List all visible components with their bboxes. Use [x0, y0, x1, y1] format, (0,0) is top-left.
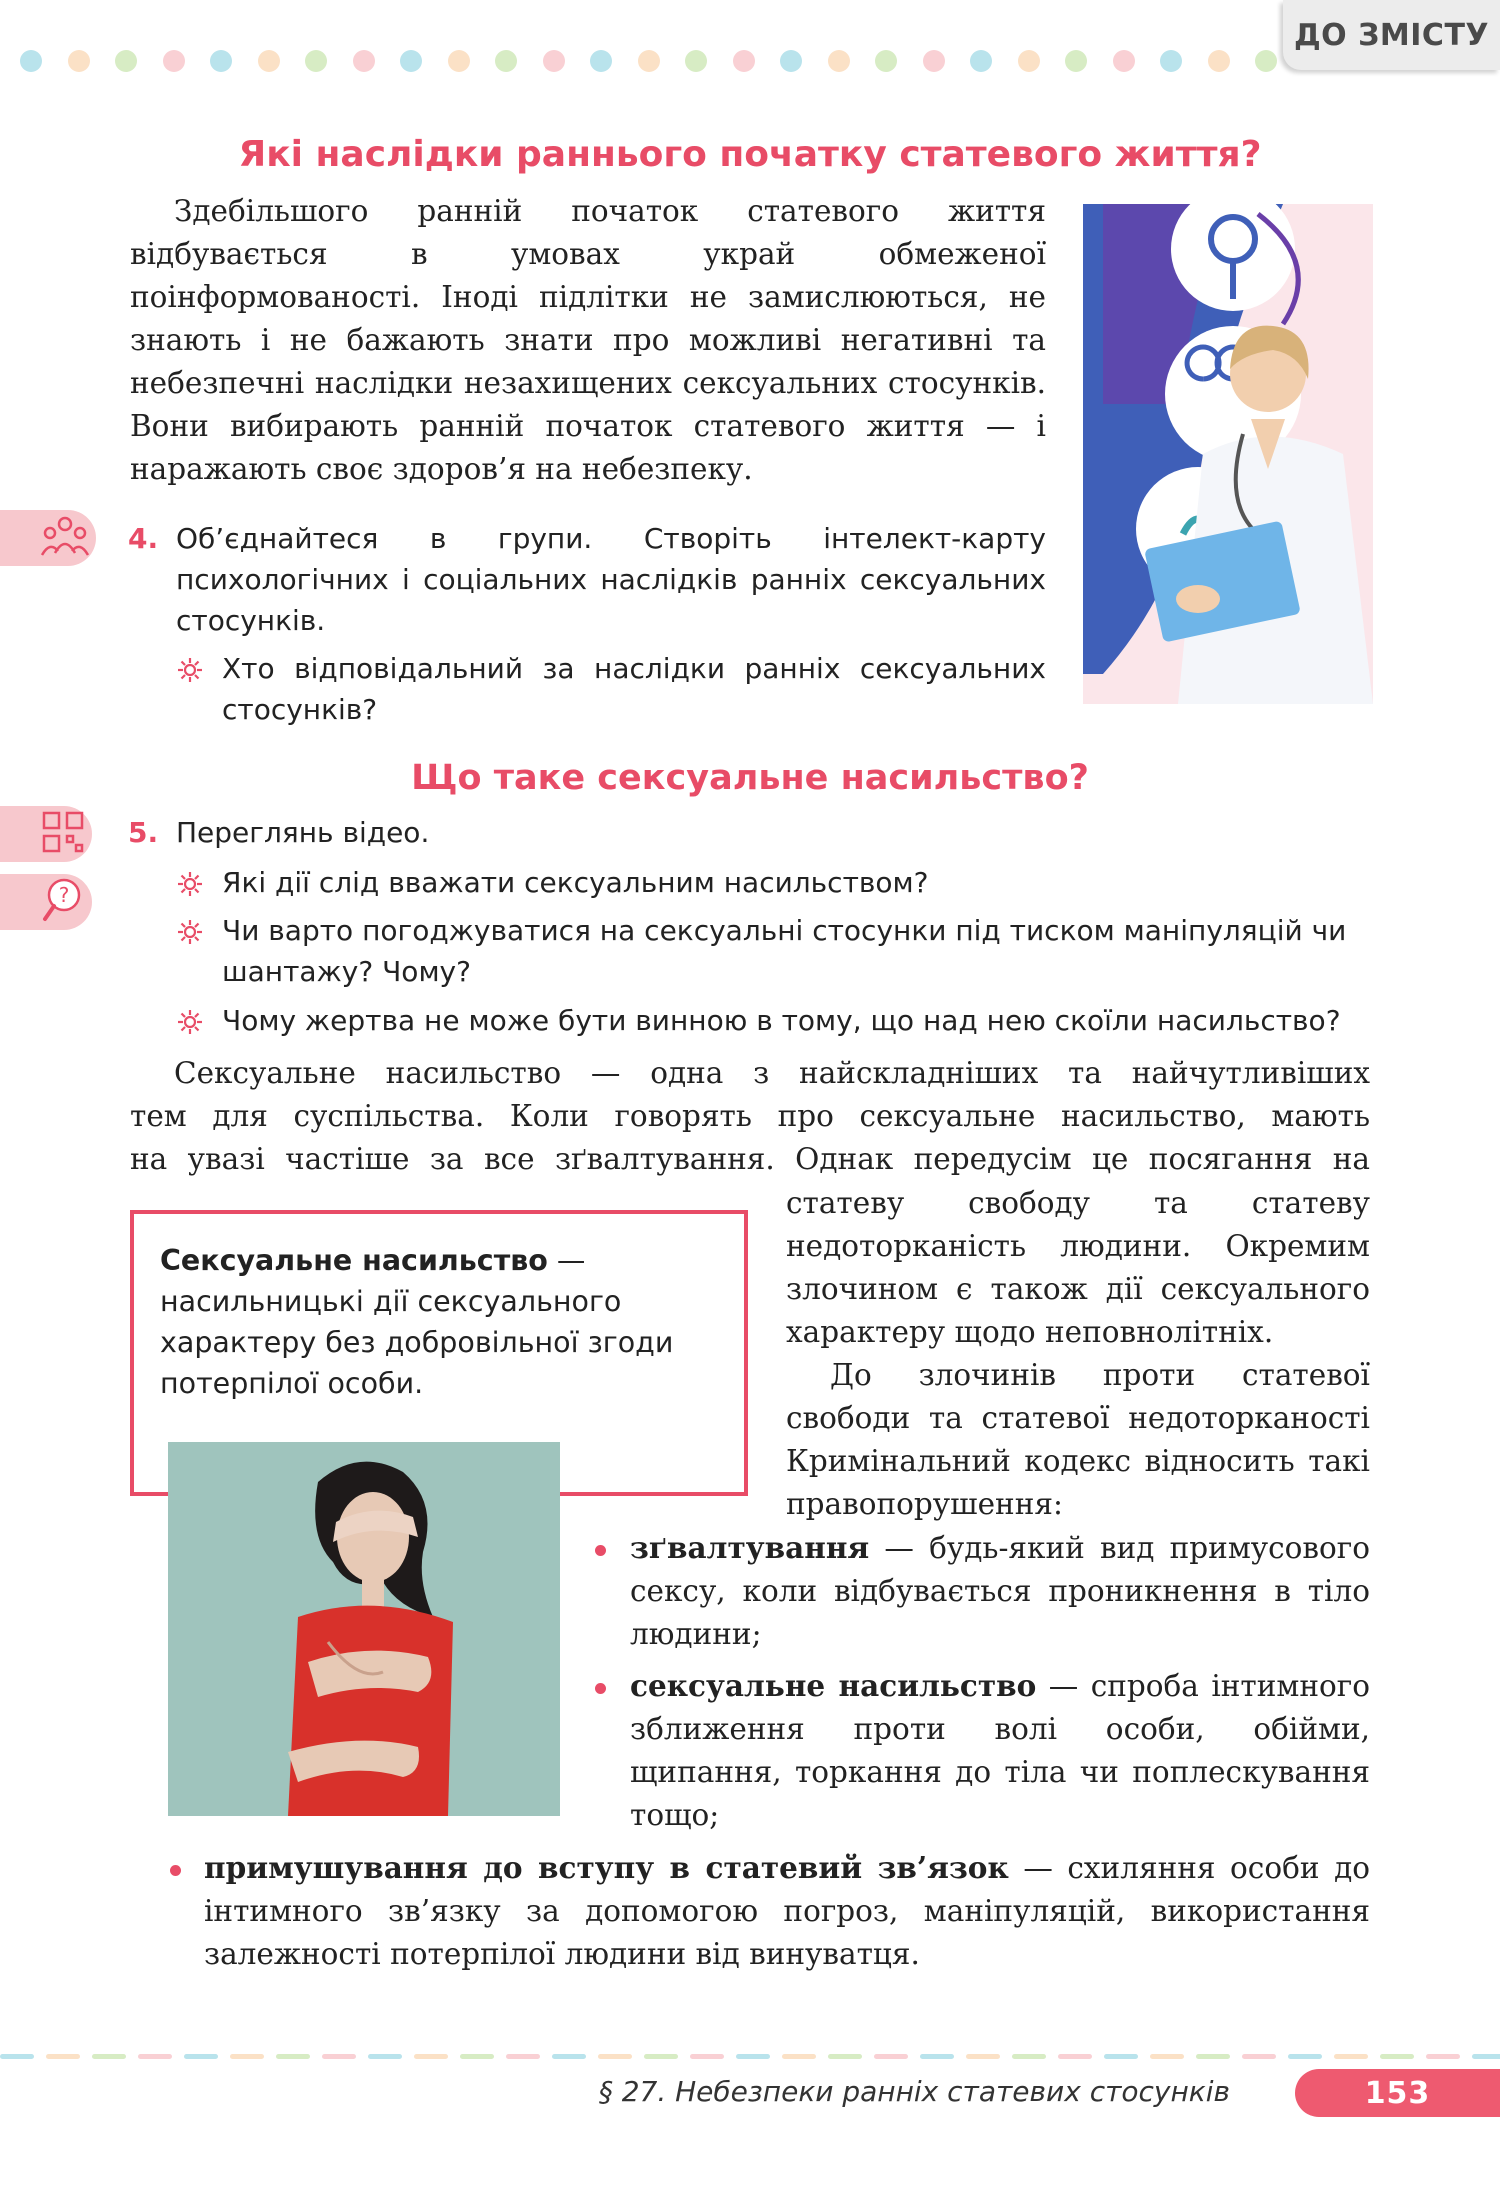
definition-body: насильницькі дії сексуального характеру без добровільної згоди потерпілої особи.	[160, 1285, 674, 1400]
decorative-dash	[874, 2054, 908, 2059]
sun-star-icon	[176, 656, 204, 684]
decorative-dash	[460, 2054, 494, 2059]
section2-question-2: Чи варто погоджуватися на сексуальні стосунки під тиском маніпуляцій чи шантажу? Чому?	[222, 914, 1347, 988]
decorative-dot	[305, 50, 327, 72]
bullet-marker	[170, 1865, 181, 1876]
bullet-term: примушування до вступу в статевий зв’язок	[204, 1850, 1009, 1885]
definition-term: Сексуальне насильство	[160, 1244, 548, 1277]
woman-illustration-svg	[168, 1442, 560, 1816]
decorative-dash	[138, 2054, 172, 2059]
decorative-dot	[590, 50, 612, 72]
section2-paragraph-1	[130, 1052, 1370, 1181]
paragraph-line: на увазі частіше за все зґвалтування. Однак передусім це посягання на	[130, 1142, 1370, 1176]
decorative-dot	[923, 50, 945, 72]
decorative-dot	[780, 50, 802, 72]
bullet-text: — спроба інтимного зближення проти волі особи, обійми, щипання, торкання до тіла чи поплескування тощо;	[630, 1669, 1370, 1832]
decorative-dash	[184, 2054, 218, 2059]
decorative-dash	[1012, 2054, 1046, 2059]
decorative-dot	[1065, 50, 1087, 72]
decorative-dot	[163, 50, 185, 72]
doctor-illustration-svg	[1083, 204, 1373, 704]
decorative-dash	[46, 2054, 80, 2059]
decorative-dot	[1208, 50, 1230, 72]
decorative-dot	[1018, 50, 1040, 72]
decorative-dash	[1472, 2054, 1500, 2059]
decorative-dot	[543, 50, 565, 72]
svg-text:?: ?	[58, 883, 70, 907]
bullet-marker	[595, 1545, 606, 1556]
decorative-dot	[970, 50, 992, 72]
decorative-dash	[368, 2054, 402, 2059]
decorative-dot	[495, 50, 517, 72]
decorative-dash	[1334, 2054, 1368, 2059]
bullet-item-1	[630, 1526, 1370, 1656]
decorative-dot	[258, 50, 280, 72]
bullet-marker	[595, 1683, 606, 1694]
definition-text	[160, 1240, 730, 1404]
bullet-text: — будь-який вид примусового сексу, коли відбувається проникнення в тіло людини;	[630, 1531, 1370, 1651]
woman-illustration	[168, 1442, 560, 1816]
group-people-icon	[40, 513, 90, 563]
section2-heading: Що таке сексуальне насильство?	[411, 758, 1089, 798]
section2-paragraph-2: До злочинів проти статевої свободи та статевої недоторканості Кримінальний кодекс відносить такі правопорушення:	[786, 1358, 1370, 1521]
task-4-number: 4.	[128, 522, 159, 555]
side-tab-question	[0, 874, 92, 930]
chapter-footer: § 27. Небезпеки ранніх статевих стосунків	[598, 2075, 1230, 2108]
question-magnifier-icon	[40, 875, 86, 929]
decorative-dash	[1104, 2054, 1138, 2059]
decorative-dot	[1160, 50, 1182, 72]
decorative-dot	[115, 50, 137, 72]
definition-dash: —	[547, 1244, 586, 1277]
decorative-dash	[1426, 2054, 1460, 2059]
side-tab-qr	[0, 806, 92, 862]
decorative-dash	[0, 2054, 34, 2059]
decorative-dash	[828, 2054, 862, 2059]
decorative-dot	[638, 50, 660, 72]
doctor-illustration	[1083, 204, 1373, 704]
bullet-term: сексуальне насильство	[630, 1668, 1037, 1703]
bullet-term: зґвалтування	[630, 1530, 870, 1565]
decorative-dash	[644, 2054, 678, 2059]
decorative-dash	[414, 2054, 448, 2059]
decorative-dot	[400, 50, 422, 72]
decorative-dot	[353, 50, 375, 72]
side-tab-group-work	[0, 510, 96, 566]
decorative-dash	[690, 2054, 724, 2059]
decorative-dash	[322, 2054, 356, 2059]
top-decorative-dots	[20, 50, 1290, 74]
decorative-dash	[276, 2054, 310, 2059]
decorative-dash	[1242, 2054, 1276, 2059]
decorative-dot	[20, 50, 42, 72]
section2-question-3: Чому жертва не може бути винною в тому, що над нею скоїли насильство?	[222, 1004, 1341, 1037]
section2-paragraph-1-continuation: статеву свободу та статеву недоторканість людини. Окремим злочином є також дії сексуального характеру щодо неповнолітніх.	[786, 1186, 1370, 1349]
sun-star-icon	[176, 918, 204, 946]
decorative-dot	[1113, 50, 1135, 72]
decorative-dot	[685, 50, 707, 72]
section1-paragraph: Здебільшого ранній початок статевого життя відбувається в умовах украй обмеженої поінформованості. Іноді підлітки не замислюються, не знають і не бажають знати про можливі негативні та небезпечні наслідки незахищених сексуальних стосунків. Вони вибирають ранній початок статевого життя — і наражають своє здоров’я на небезпеку.	[130, 194, 1046, 486]
decorative-dash	[1150, 2054, 1184, 2059]
toc-label: ДО ЗМІСТУ	[1293, 17, 1490, 53]
decorative-dash	[736, 2054, 770, 2059]
decorative-dot	[828, 50, 850, 72]
decorative-dash	[1196, 2054, 1230, 2059]
decorative-dot	[210, 50, 232, 72]
decorative-dash	[506, 2054, 540, 2059]
task-4-text: Об’єднайтеся в групи. Створіть інтелект-карту психологічних і соціальних наслідків ранніх сексуальних стосунків.	[176, 522, 1046, 637]
paragraph-line: тем для суспільства. Коли говорять про сексуальне насильство, мають	[130, 1099, 1370, 1133]
decorative-dash	[782, 2054, 816, 2059]
section1-question: Хто відповідальний за наслідки ранніх сексуальних стосунків?	[222, 652, 1046, 726]
decorative-dash	[92, 2054, 126, 2059]
decorative-dash	[230, 2054, 264, 2059]
sun-star-icon	[176, 870, 204, 898]
task-5-text: Переглянь відео.	[176, 816, 430, 849]
bullet-item-2	[630, 1664, 1370, 1837]
section2-question-1: Які дії слід вважати сексуальним насильством?	[222, 866, 929, 899]
page-number: 153	[1295, 2069, 1500, 2117]
decorative-dash	[598, 2054, 632, 2059]
decorative-dot	[875, 50, 897, 72]
decorative-dot	[1255, 50, 1277, 72]
decorative-dash	[1288, 2054, 1322, 2059]
decorative-dot	[68, 50, 90, 72]
sun-star-icon	[176, 1008, 204, 1036]
task-5-number: 5.	[128, 816, 159, 849]
decorative-dash	[1058, 2054, 1092, 2059]
decorative-dash	[552, 2054, 586, 2059]
qr-code-icon	[40, 809, 86, 859]
decorative-dot	[448, 50, 470, 72]
decorative-dash	[920, 2054, 954, 2059]
decorative-dash	[966, 2054, 1000, 2059]
decorative-dot	[733, 50, 755, 72]
bullet-item-3	[204, 1846, 1370, 1976]
table-of-contents-button[interactable]	[1283, 0, 1500, 70]
paragraph-line: Сексуальне насильство — одна з найскладніших та найчутливіших	[174, 1056, 1370, 1090]
bottom-decorative-dashes	[0, 2054, 1500, 2060]
section1-heading: Які наслідки раннього початку статевого життя?	[238, 134, 1262, 175]
bullet-text: — схиляння особи до інтимного зв’язку за допомогою погроз, маніпуляцій, використання залежності потерпілої людини від винуватця.	[204, 1851, 1370, 1971]
decorative-dash	[1380, 2054, 1414, 2059]
